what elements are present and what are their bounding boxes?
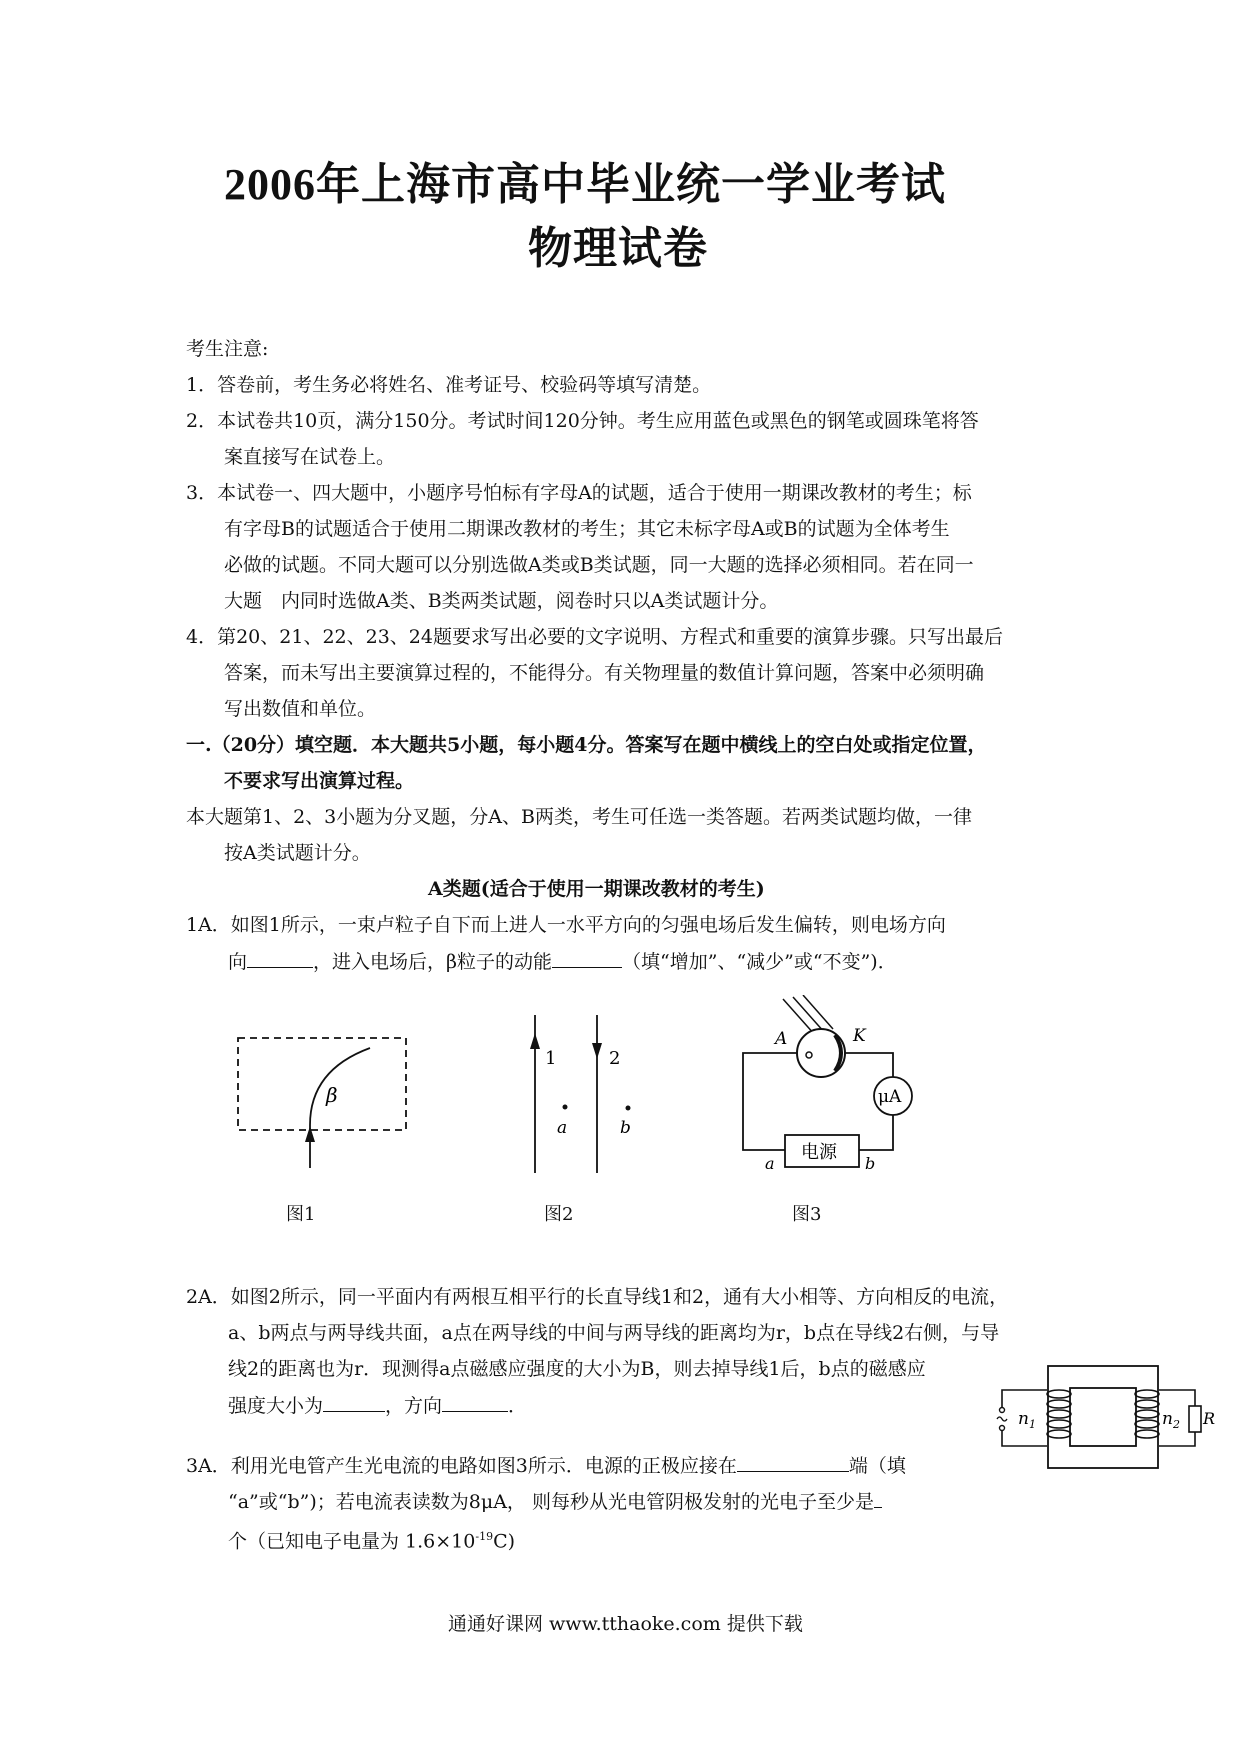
- point-a-dot: [563, 1105, 568, 1110]
- page-title-line1: 2006年上海市高中毕业统一学业考试: [224, 160, 946, 209]
- beta-arrow-icon: [305, 1126, 315, 1142]
- ac-terminal-bottom: [1000, 1426, 1005, 1431]
- q3a-text-3a: 个（已知电子电量为 1.6×10: [228, 1530, 476, 1553]
- microammeter-label: μA: [878, 1087, 902, 1107]
- q2a-line1: 2A．如图2所示，同一平面内有两根互相平行的长直导线1和2，通有大小相等、方向相反的电流，: [186, 1286, 1009, 1308]
- q1a-blank-2[interactable]: [552, 949, 622, 968]
- q2a-line2: a、b两点与两导线共面，a点在两导线的中间与两导线的距离均为r，b点在导线2右侧，与导: [228, 1322, 1000, 1344]
- point-b-dot: [626, 1106, 631, 1111]
- circuit-wire-right-lower: [859, 1115, 893, 1150]
- section1-heading-line1: 一.（20分）填空题．本大题共5小题，每小题4分。答案写在题中横线上的空白处或指定位置，: [186, 734, 987, 756]
- section1-subheading: A类题(适合于使用一期课改教材的考生): [428, 878, 765, 900]
- fig3-caption: 图3: [792, 1204, 822, 1225]
- q3a-line3: [228, 1525, 515, 1553]
- fig1-caption: 图1: [286, 1204, 316, 1225]
- figure-1: [230, 1030, 420, 1170]
- figure-2: [515, 1015, 665, 1175]
- q1a-text-b: ，进入电场后，β粒子的动能: [313, 951, 553, 973]
- q1a-blank-1[interactable]: [247, 949, 313, 968]
- load-label: R: [1203, 1409, 1215, 1428]
- notice-item-3-line1: 3．本试卷一、四大题中，小题序号怕标有字母A的试题，适合于使用一期课改教材的考生；标: [186, 482, 972, 504]
- notice-item-4-line2: 答案，而未写出主要演算过程的，不能得分。有关物理量的数值计算问题，答案中必须明确: [224, 662, 985, 684]
- notice-item-3-line2: 有字母B的试题适合于使用二期课改教材的考生；其它未标字母A或B的试题为全体考生: [224, 518, 950, 540]
- q3a-text-a: 3A．利用光电管产生光电流的电路如图3所示．电源的正极应接在: [186, 1455, 737, 1477]
- notice-item-3-line4: 大题 内同时选做A类、B类两类试题，阅卷时只以A类试题计分。: [224, 590, 779, 612]
- q2a-line4: [228, 1393, 527, 1418]
- q3a-text-2: “a”或“b”)；若电流表读数为8μA， 则每秒从光电管阴极发射的光电子至少是: [228, 1491, 874, 1513]
- photocell-anode: [806, 1052, 812, 1058]
- section1-intro-line2: 按A类试题计分。: [224, 842, 371, 864]
- q2a-blank-1[interactable]: [323, 1393, 385, 1412]
- ac-terminal-top: [1000, 1408, 1005, 1413]
- q2a-text-c: ．: [508, 1395, 528, 1417]
- fig1-beta-label: β: [326, 1083, 338, 1107]
- notice-item-1: 1．答卷前，考生务必将姓名、准考证号、校验码等填写清楚。: [186, 374, 712, 396]
- q1a-line2: [228, 949, 897, 974]
- page-title-line2: 物理试卷: [528, 224, 708, 273]
- n2-label: $n_2$: [1162, 1409, 1180, 1431]
- q3a-line2: [228, 1489, 882, 1514]
- n1-label: $n_1$: [1018, 1409, 1036, 1431]
- beta-trajectory: [310, 1048, 370, 1168]
- q3a-text-3b: C): [493, 1530, 516, 1553]
- load-resistor: [1189, 1406, 1201, 1432]
- cathode-label: K: [853, 1026, 866, 1046]
- footer-text: 通通好课网 www.tthaoke.com 提供下载: [448, 1613, 803, 1635]
- section1-heading-line2: 不要求写出演算过程。: [224, 770, 415, 792]
- transformer-core-inner: [1070, 1388, 1136, 1446]
- transformer-figure: [990, 1360, 1215, 1475]
- wire2-arrow-down-icon: [592, 1043, 602, 1059]
- point-a-label: a: [557, 1118, 568, 1138]
- q3a-blank-2[interactable]: [874, 1489, 882, 1508]
- wire2-label: 2: [609, 1048, 621, 1069]
- q2a-line3: 线2的距离也为r．现测得a点磁感应强度的大小为B，则去掉导线1后，b点的磁感应: [228, 1358, 926, 1380]
- terminal-a-label: a: [765, 1154, 775, 1173]
- primary-coil: [1047, 1390, 1071, 1438]
- q3a-line1: [186, 1453, 906, 1478]
- q1a-line1: 1A．如图1所示，一束卢粒子自下而上进人一水平方向的匀强电场后发生偏转，则电场方向: [186, 914, 946, 936]
- wire1-label: 1: [545, 1048, 557, 1069]
- section1-intro-line1: 本大题第1、2、3小题为分叉题，分A、B两类，考生可任选一类答题。若两类试题均做，一律: [186, 806, 972, 828]
- terminal-b-label: b: [865, 1154, 876, 1173]
- notice-item-2-line2: 案直接写在试卷上。: [224, 446, 396, 468]
- circuit-wire-right: [845, 1053, 893, 1077]
- figure-3: [735, 995, 925, 1180]
- notice-item-4-line3: 写出数值和单位。: [224, 698, 377, 720]
- q3a-exponent: -19: [475, 1530, 494, 1543]
- wire1-arrow-up-icon: [530, 1033, 540, 1049]
- fig2-caption: 图2: [544, 1204, 574, 1225]
- notice-item-2-line1: 2．本试卷共10页，满分150分。考试时间120分钟。考生应用蓝色或黑色的钢笔或圆珠笔将答: [186, 410, 979, 432]
- anode-label: A: [775, 1029, 788, 1049]
- q2a-blank-2[interactable]: [442, 1393, 508, 1412]
- notice-item-4-line1: 4．第20、21、22、23、24题要求写出必要的文字说明、方程式和重要的演算步骤。只写出最后: [186, 626, 1003, 648]
- light-ray: [803, 995, 833, 1029]
- q2a-text-b: ，方向: [385, 1395, 443, 1417]
- secondary-coil: [1135, 1390, 1159, 1438]
- notice-item-3-line3: 必做的试题。不同大题可以分别选做A类或B类试题，同一大题的选择必须相同。若在同一: [224, 554, 974, 576]
- q3a-text-b: 端（填: [848, 1455, 906, 1477]
- q1a-text-a: 向: [228, 951, 248, 973]
- power-source-label: 电源: [801, 1142, 837, 1163]
- q1a-text-c: （填“增加”、“减少”或“不变”)．: [622, 951, 897, 973]
- point-b-label: b: [620, 1118, 631, 1138]
- q3a-blank-1[interactable]: [737, 1453, 849, 1472]
- q2a-text-a: 强度大小为: [228, 1395, 324, 1417]
- notice-heading: 考生注意:: [186, 338, 269, 360]
